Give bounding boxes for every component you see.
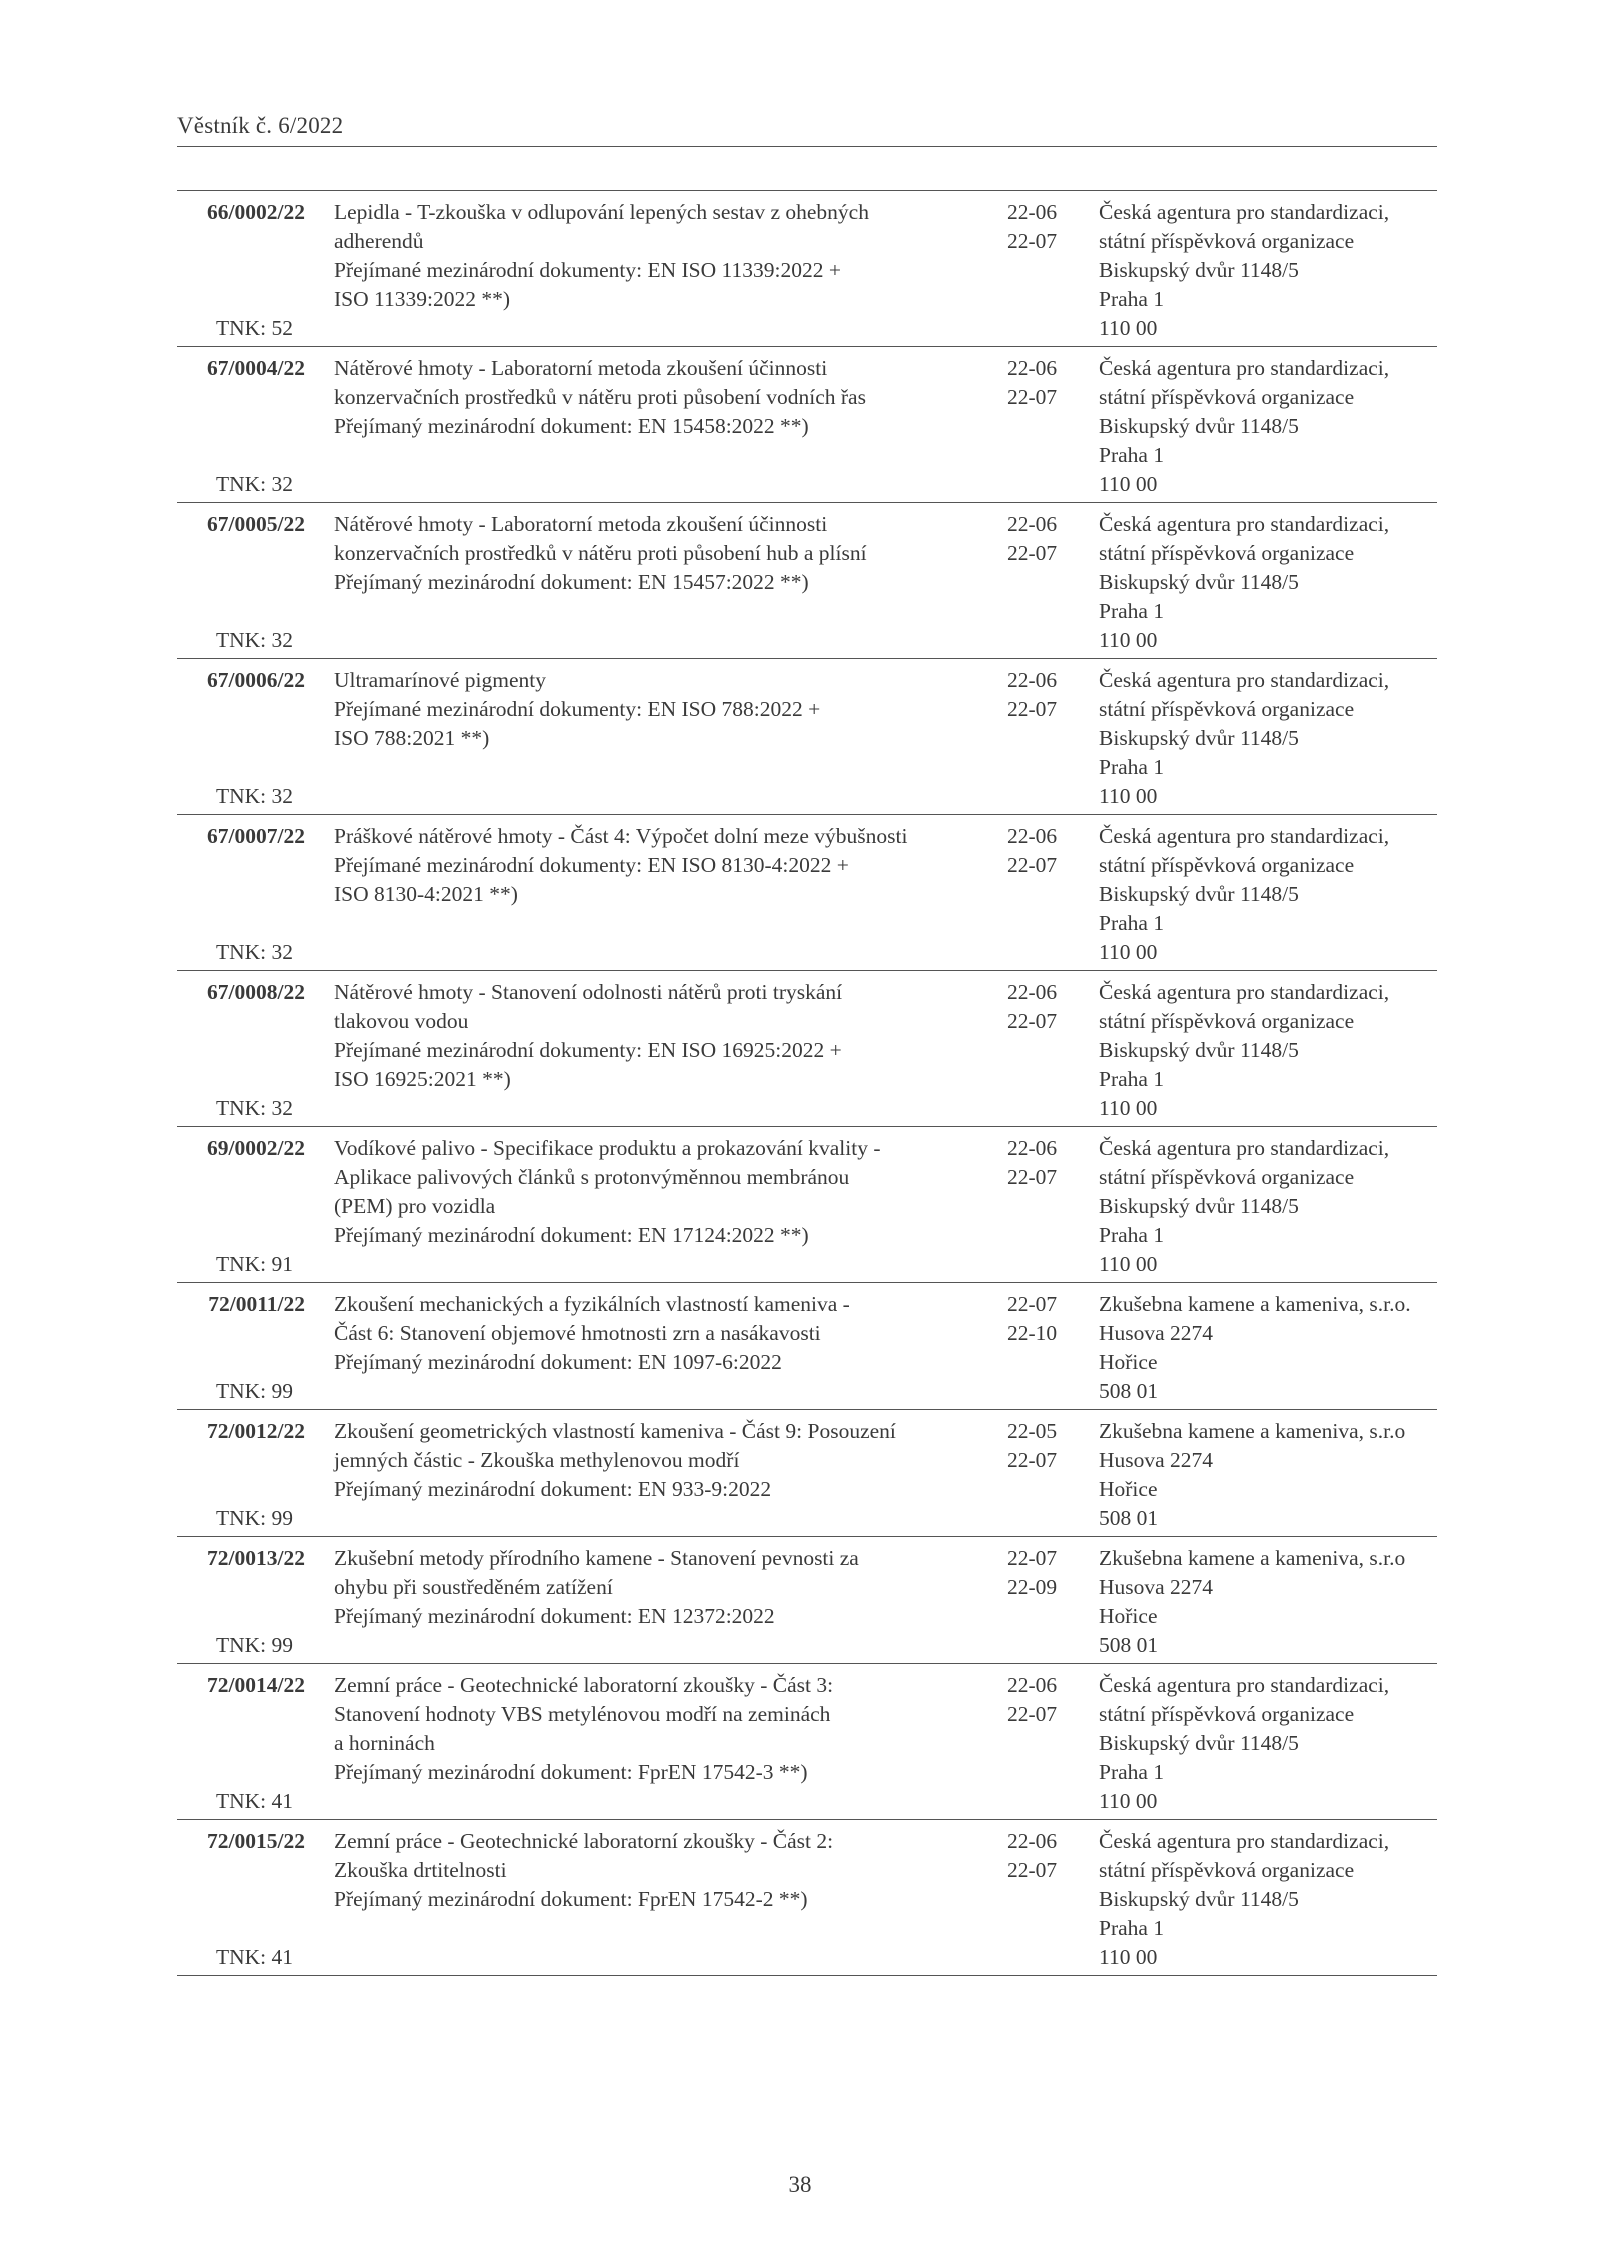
title-line: Zkouška drtitelnosti xyxy=(334,1858,507,1882)
title-line: ISO 16925:2021 **) xyxy=(334,1067,511,1091)
title-line: Zkoušení geometrických vlastností kameniva - Část 9: Posouzení xyxy=(334,1419,896,1443)
date-line: 22-07 xyxy=(1007,1009,1058,1033)
row-title xyxy=(334,1671,984,1787)
address-line: 508 01 xyxy=(1099,1506,1159,1530)
address-line: Biskupský dvůr 1148/5 xyxy=(1099,414,1299,438)
date-line: 22-06 xyxy=(1007,980,1058,1004)
title-line: ISO 11339:2022 **) xyxy=(334,287,510,311)
address-line: státní příspěvková organizace xyxy=(1099,229,1355,253)
title-line: Nátěrové hmoty - Stanovení odolnosti nátěrů proti tryskání xyxy=(334,980,843,1004)
address-line: státní příspěvková organizace xyxy=(1099,541,1355,565)
address-line: Praha 1 xyxy=(1099,443,1165,467)
row-dates xyxy=(1007,1827,1069,1885)
row-title xyxy=(334,1417,984,1504)
title-line: konzervačních prostředků v nátěru proti působení vodních řas xyxy=(334,385,866,409)
address-line: Husova 2274 xyxy=(1099,1448,1214,1472)
row-address xyxy=(1099,1290,1439,1406)
row-address xyxy=(1099,1544,1439,1660)
row-tnk: TNK: 32 xyxy=(215,1096,293,1120)
address-line: Biskupský dvůr 1148/5 xyxy=(1099,570,1299,594)
row-title xyxy=(334,1290,984,1377)
address-line: Biskupský dvůr 1148/5 xyxy=(1099,1731,1299,1755)
address-line: 110 00 xyxy=(1099,940,1158,964)
title-line: Přejímané mezinárodní dokumenty: EN ISO 11339:2022 + xyxy=(334,258,841,282)
row-dates xyxy=(1007,666,1069,724)
row-address xyxy=(1099,1417,1439,1533)
row-address xyxy=(1099,1671,1439,1816)
title-line: ohybu při soustředěném zatížení xyxy=(334,1575,613,1599)
address-line: státní příspěvková organizace xyxy=(1099,1858,1355,1882)
table-row xyxy=(177,1409,1437,1536)
row-tnk: TNK: 32 xyxy=(215,940,293,964)
row-address xyxy=(1099,666,1439,811)
date-line: 22-06 xyxy=(1007,200,1058,224)
row-id: 67/0005/22 xyxy=(207,512,305,536)
address-line: Biskupský dvůr 1148/5 xyxy=(1099,258,1299,282)
row-title xyxy=(334,1134,984,1250)
table-row xyxy=(177,190,1437,346)
address-line: Biskupský dvůr 1148/5 xyxy=(1099,882,1299,906)
title-line: konzervačních prostředků v nátěru proti působení hub a plísní xyxy=(334,541,867,565)
address-line: 110 00 xyxy=(1099,1096,1158,1120)
row-id: 72/0012/22 xyxy=(207,1419,305,1443)
date-line: 22-05 xyxy=(1007,1419,1058,1443)
address-line: Česká agentura pro standardizaci, xyxy=(1099,1673,1390,1697)
row-title xyxy=(334,978,984,1094)
date-line: 22-06 xyxy=(1007,824,1058,848)
title-line: Zemní práce - Geotechnické laboratorní zkoušky - Část 2: xyxy=(334,1829,834,1853)
address-line: 110 00 xyxy=(1099,1252,1158,1276)
title-line: Aplikace palivových článků s protonvýměnnou membránou xyxy=(334,1165,850,1189)
address-line: Praha 1 xyxy=(1099,755,1165,779)
row-dates xyxy=(1007,1417,1069,1475)
date-line: 22-09 xyxy=(1007,1575,1058,1599)
address-line: Česká agentura pro standardizaci, xyxy=(1099,512,1390,536)
table-row xyxy=(177,1819,1437,1976)
row-address xyxy=(1099,1827,1439,1972)
row-dates xyxy=(1007,1290,1069,1348)
address-line: 110 00 xyxy=(1099,472,1158,496)
address-line: Biskupský dvůr 1148/5 xyxy=(1099,1887,1299,1911)
address-line: Biskupský dvůr 1148/5 xyxy=(1099,1194,1299,1218)
address-line: 110 00 xyxy=(1099,1945,1158,1969)
address-line: 508 01 xyxy=(1099,1379,1159,1403)
address-line: státní příspěvková organizace xyxy=(1099,385,1355,409)
row-dates xyxy=(1007,1544,1069,1602)
table-row xyxy=(177,346,1437,502)
title-line: ISO 788:2021 **) xyxy=(334,726,490,750)
table-row xyxy=(177,1282,1437,1409)
address-line: Husova 2274 xyxy=(1099,1321,1214,1345)
row-address xyxy=(1099,978,1439,1123)
title-line: adherendů xyxy=(334,229,424,253)
title-line: Přejímaný mezinárodní dokument: EN 12372:2022 xyxy=(334,1604,775,1628)
address-line: Praha 1 xyxy=(1099,1760,1165,1784)
title-line: Zkoušení mechanických a fyzikálních vlastností kameniva - xyxy=(334,1292,850,1316)
row-id: 67/0006/22 xyxy=(207,668,305,692)
title-line: Přejímaný mezinárodní dokument: FprEN 17542-2 **) xyxy=(334,1887,808,1911)
title-line: Přejímaný mezinárodní dokument: EN 15458:2022 **) xyxy=(334,414,809,438)
address-line: Česká agentura pro standardizaci, xyxy=(1099,356,1390,380)
address-line: Praha 1 xyxy=(1099,1223,1165,1247)
table-row xyxy=(177,1126,1437,1282)
title-line: jemných částic - Zkouška methylenovou modří xyxy=(334,1448,740,1472)
date-line: 22-06 xyxy=(1007,1829,1058,1853)
address-line: Zkušebna kamene a kameniva, s.r.o xyxy=(1099,1419,1406,1443)
address-line: Zkušebna kamene a kameniva, s.r.o xyxy=(1099,1546,1406,1570)
row-id: 72/0015/22 xyxy=(207,1829,305,1853)
title-line: Přejímané mezinárodní dokumenty: EN ISO 788:2022 + xyxy=(334,697,821,721)
address-line: Praha 1 xyxy=(1099,911,1165,935)
date-line: 22-06 xyxy=(1007,668,1058,692)
title-line: Ultramarínové pigmenty xyxy=(334,668,546,692)
page-number: 38 xyxy=(788,2172,812,2197)
title-line: a horninách xyxy=(334,1731,435,1755)
row-title xyxy=(334,510,984,597)
address-line: Praha 1 xyxy=(1099,1067,1165,1091)
row-id: 67/0004/22 xyxy=(207,356,305,380)
address-line: Hořice xyxy=(1099,1604,1158,1628)
standards-table xyxy=(177,190,1437,1976)
address-line: Hořice xyxy=(1099,1477,1158,1501)
row-title xyxy=(334,1544,984,1631)
address-line: státní příspěvková organizace xyxy=(1099,1165,1355,1189)
address-line: Zkušebna kamene a kameniva, s.r.o. xyxy=(1099,1292,1411,1316)
address-line: státní příspěvková organizace xyxy=(1099,853,1355,877)
row-tnk: TNK: 91 xyxy=(215,1252,293,1276)
date-line: 22-07 xyxy=(1007,1702,1058,1726)
title-line: Přejímaný mezinárodní dokument: EN 1097-6:2022 xyxy=(334,1350,782,1374)
title-line: Nátěrové hmoty - Laboratorní metoda zkoušení účinnosti xyxy=(334,356,828,380)
date-line: 22-06 xyxy=(1007,1136,1058,1160)
row-title xyxy=(334,822,984,909)
title-line: Přejímaný mezinárodní dokument: EN 15457:2022 **) xyxy=(334,570,809,594)
address-line: Husova 2274 xyxy=(1099,1575,1214,1599)
date-line: 22-07 xyxy=(1007,1546,1058,1570)
address-line: Česká agentura pro standardizaci, xyxy=(1099,1136,1390,1160)
date-line: 22-07 xyxy=(1007,1165,1058,1189)
title-line: Lepidla - T-zkouška v odlupování lepených sestav z ohebných xyxy=(334,200,869,224)
title-line: tlakovou vodou xyxy=(334,1009,469,1033)
date-line: 22-07 xyxy=(1007,1448,1058,1472)
row-tnk: TNK: 32 xyxy=(215,628,293,652)
title-line: Stanovení hodnoty VBS metylénovou modří na zeminách xyxy=(334,1702,831,1726)
row-tnk: TNK: 32 xyxy=(215,472,293,496)
address-line: Česká agentura pro standardizaci, xyxy=(1099,824,1390,848)
row-address xyxy=(1099,822,1439,967)
title-line: (PEM) pro vozidla xyxy=(334,1194,496,1218)
date-line: 22-06 xyxy=(1007,356,1058,380)
row-dates xyxy=(1007,510,1069,568)
table-row xyxy=(177,1536,1437,1663)
table-row xyxy=(177,970,1437,1126)
address-line: státní příspěvková organizace xyxy=(1099,1702,1355,1726)
address-line: 508 01 xyxy=(1099,1633,1159,1657)
address-line: Biskupský dvůr 1148/5 xyxy=(1099,1038,1299,1062)
address-line: Biskupský dvůr 1148/5 xyxy=(1099,726,1299,750)
title-line: Zkušební metody přírodního kamene - Stanovení pevnosti za xyxy=(334,1546,859,1570)
row-dates xyxy=(1007,978,1069,1036)
address-line: Praha 1 xyxy=(1099,599,1165,623)
date-line: 22-07 xyxy=(1007,541,1058,565)
row-id: 67/0007/22 xyxy=(207,824,305,848)
table-row xyxy=(177,814,1437,970)
date-line: 22-07 xyxy=(1007,229,1058,253)
row-title xyxy=(334,1827,984,1914)
row-tnk: TNK: 41 xyxy=(215,1945,293,1969)
table-row xyxy=(177,658,1437,814)
date-line: 22-07 xyxy=(1007,697,1058,721)
address-line: 110 00 xyxy=(1099,628,1158,652)
row-title xyxy=(334,666,984,753)
row-id: 69/0002/22 xyxy=(207,1136,305,1160)
title-line: Přejímaný mezinárodní dokument: EN 933-9:2022 xyxy=(334,1477,772,1501)
title-line: Vodíkové palivo - Specifikace produktu a prokazování kvality - xyxy=(334,1136,881,1160)
row-address xyxy=(1099,510,1439,655)
row-dates xyxy=(1007,198,1069,256)
row-address xyxy=(1099,354,1439,499)
address-line: Česká agentura pro standardizaci, xyxy=(1099,668,1390,692)
address-line: Česká agentura pro standardizaci, xyxy=(1099,200,1390,224)
row-tnk: TNK: 99 xyxy=(215,1633,293,1657)
title-line: Nátěrové hmoty - Laboratorní metoda zkoušení účinnosti xyxy=(334,512,828,536)
header-rule xyxy=(177,146,1437,147)
date-line: 22-07 xyxy=(1007,853,1058,877)
row-tnk: TNK: 99 xyxy=(215,1506,293,1530)
address-line: Česká agentura pro standardizaci, xyxy=(1099,980,1390,1004)
title-line: Část 6: Stanovení objemové hmotnosti zrn a nasákavosti xyxy=(334,1321,821,1345)
title-line: Přejímané mezinárodní dokumenty: EN ISO 16925:2022 + xyxy=(334,1038,842,1062)
row-dates xyxy=(1007,1671,1069,1729)
date-line: 22-06 xyxy=(1007,512,1058,536)
date-line: 22-10 xyxy=(1007,1321,1058,1345)
row-id: 72/0014/22 xyxy=(207,1673,305,1697)
row-id: 67/0008/22 xyxy=(207,980,305,1004)
row-title xyxy=(334,354,984,441)
row-dates xyxy=(1007,1134,1069,1192)
address-line: 110 00 xyxy=(1099,1789,1158,1813)
date-line: 22-06 xyxy=(1007,1673,1058,1697)
row-tnk: TNK: 99 xyxy=(215,1379,293,1403)
row-tnk: TNK: 32 xyxy=(215,784,293,808)
row-address xyxy=(1099,1134,1439,1279)
address-line: Praha 1 xyxy=(1099,1916,1165,1940)
title-line: Přejímané mezinárodní dokumenty: EN ISO 8130-4:2022 + xyxy=(334,853,849,877)
row-dates xyxy=(1007,822,1069,880)
row-address xyxy=(1099,198,1439,343)
date-line: 22-07 xyxy=(1007,1858,1058,1882)
date-line: 22-07 xyxy=(1007,1292,1058,1316)
address-line: Praha 1 xyxy=(1099,287,1165,311)
address-line: 110 00 xyxy=(1099,316,1158,340)
address-line: státní příspěvková organizace xyxy=(1099,1009,1355,1033)
row-id: 72/0011/22 xyxy=(208,1292,305,1316)
row-id: 66/0002/22 xyxy=(207,200,305,224)
date-line: 22-07 xyxy=(1007,385,1058,409)
row-tnk: TNK: 52 xyxy=(215,316,293,340)
title-line: Práškové nátěrové hmoty - Část 4: Výpočet dolní meze výbušnosti xyxy=(334,824,908,848)
row-id: 72/0013/22 xyxy=(207,1546,305,1570)
address-line: 110 00 xyxy=(1099,784,1158,808)
address-line: Hořice xyxy=(1099,1350,1158,1374)
row-title xyxy=(334,198,984,314)
title-line: Zemní práce - Geotechnické laboratorní zkoušky - Část 3: xyxy=(334,1673,834,1697)
page-header: Věstník č. 6/2022 xyxy=(177,113,344,138)
table-row xyxy=(177,1663,1437,1819)
address-line: státní příspěvková organizace xyxy=(1099,697,1355,721)
title-line: ISO 8130-4:2021 **) xyxy=(334,882,518,906)
table-row xyxy=(177,502,1437,658)
row-dates xyxy=(1007,354,1069,412)
title-line: Přejímaný mezinárodní dokument: EN 17124:2022 **) xyxy=(334,1223,809,1247)
title-line: Přejímaný mezinárodní dokument: FprEN 17542-3 **) xyxy=(334,1760,808,1784)
row-tnk: TNK: 41 xyxy=(215,1789,293,1813)
address-line: Česká agentura pro standardizaci, xyxy=(1099,1829,1390,1853)
